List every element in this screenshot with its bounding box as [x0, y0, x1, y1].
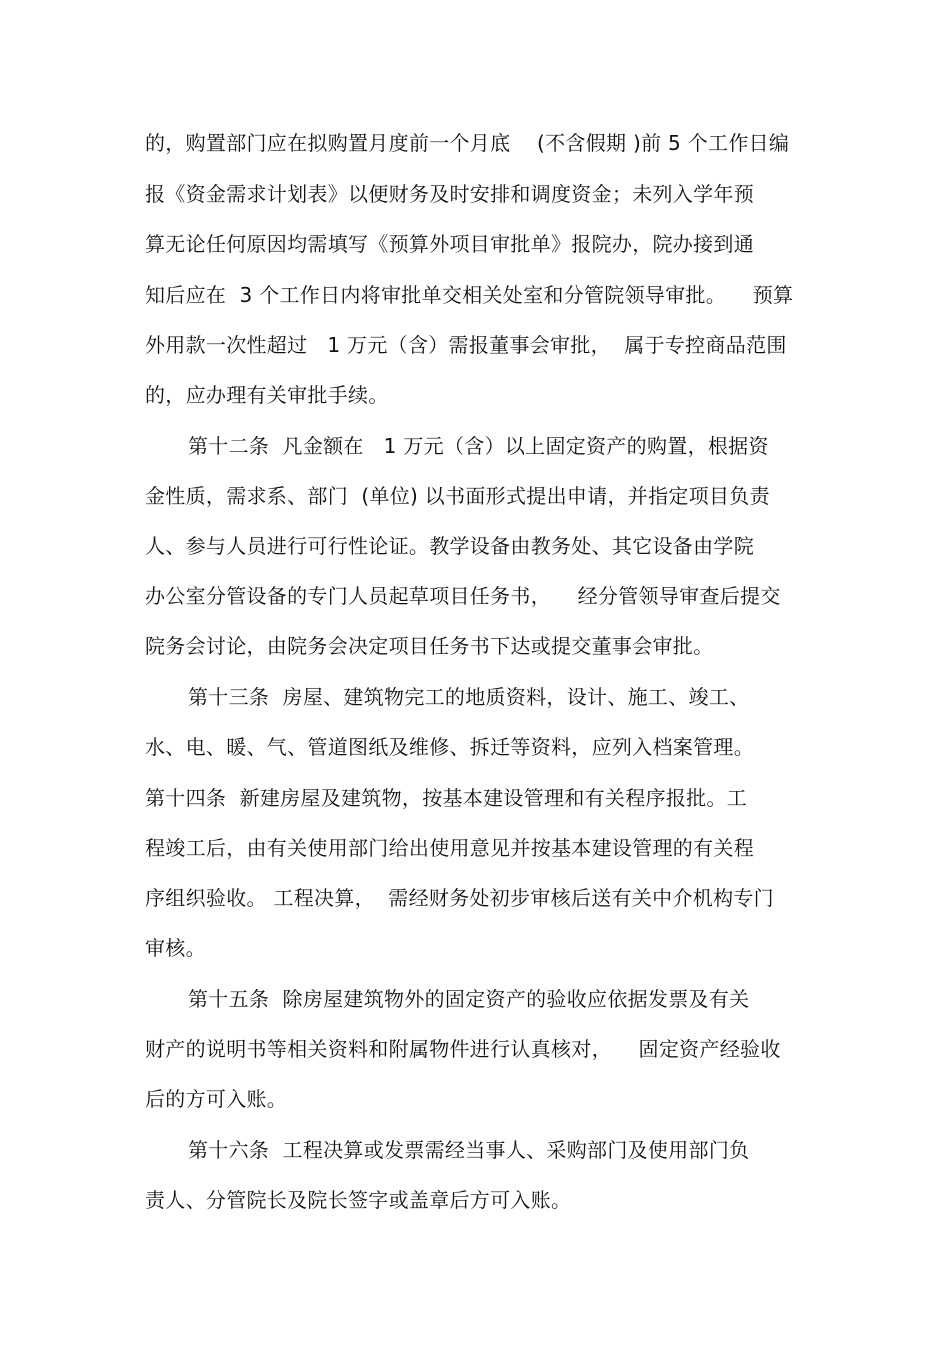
text-line: 报《资金需求计划表》以便财务及时安排和调度资金；未列入学年预 [145, 182, 754, 206]
text-line: 办公室分管设备的专门人员起草项目任务书， 经分管领导审查后提交 [145, 584, 781, 608]
text-line: 财产的说明书等相关资料和附属物件进行认真核对， 固定资产经验收 [145, 1037, 781, 1061]
article-15-heading-line: 第十五条 除房屋建筑物外的固定资产的验收应依据发票及有关 [188, 987, 750, 1011]
text-line: 外用款一次性超过 1 万元（含）需报董事会审批， 属于专控商品范围 [145, 333, 787, 357]
text-line: 的，购置部门应在拟购置月度前一个月底 (不含假期 )前 5 个工作日编 [145, 131, 790, 155]
text-line: 责人、分管院长及院长签字或盖章后方可入账。 [145, 1188, 572, 1212]
text-line: 审核。 [145, 936, 206, 960]
text-line: 算无论任何原因均需填写《预算外项目审批单》报院办，院办接到通 [145, 232, 754, 256]
article-14-heading-line: 第十四条 新建房屋及建筑物，按基本建设管理和有关程序报批。工 [145, 786, 748, 810]
text-line: 人、参与人员进行可行性论证。教学设备由教务处、其它设备由学院 [145, 534, 754, 558]
text-line: 程竣工后，由有关使用部门给出使用意见并按基本建设管理的有关程 [145, 836, 754, 860]
text-line: 后的方可入账。 [145, 1087, 288, 1111]
article-16-heading-line: 第十六条 工程决算或发票需经当事人、采购部门及使用部门负 [188, 1138, 750, 1162]
text-line: 的，应办理有关审批手续。 [145, 383, 389, 407]
article-13-heading-line: 第十三条 房屋、建筑物完工的地质资料，设计、施工、竣工、 [188, 685, 750, 709]
text-line: 序组织验收。 工程决算， 需经财务处初步审核后送有关中介机构专门 [145, 886, 774, 910]
text-line: 知后应在 3 个工作日内将审批单交相关处室和分管院领导审批。 预算 [145, 283, 794, 307]
text-line: 金性质，需求系、部门 (单位) 以书面形式提出申请，并指定项目负责 [145, 484, 770, 508]
text-line: 水、电、暖、气、管道图纸及维修、拆迁等资料，应列入档案管理。 [145, 735, 754, 759]
text-line: 院务会讨论，由院务会决定项目任务书下达或提交董事会审批。 [145, 634, 714, 658]
article-12-heading-line: 第十二条 凡金额在 1 万元（含）以上固定资产的购置，根据资 [188, 434, 769, 458]
